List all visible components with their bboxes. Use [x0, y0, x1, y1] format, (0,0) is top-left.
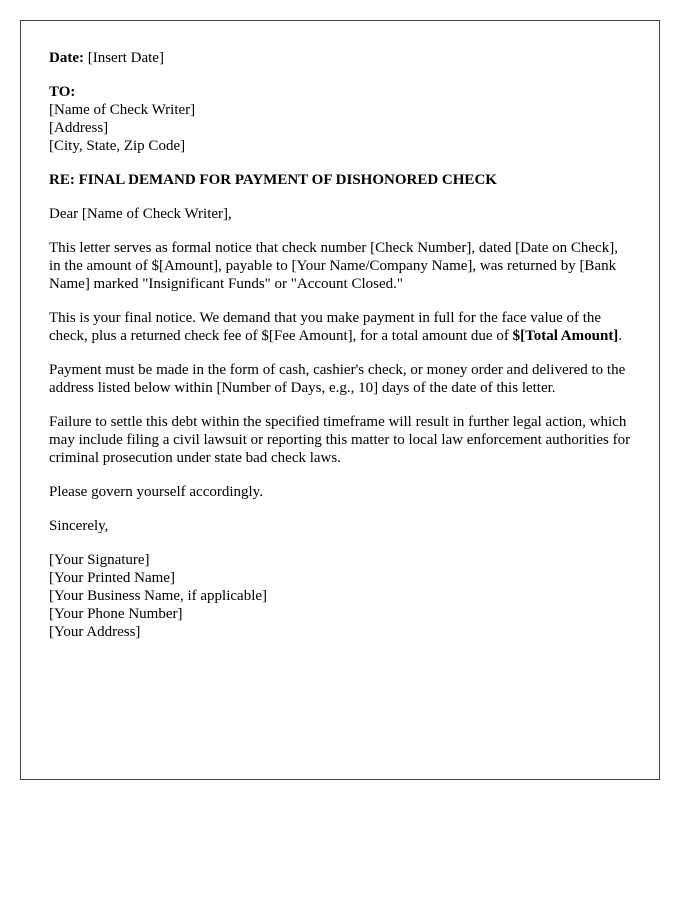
recipient-label: TO:	[49, 84, 76, 100]
date-label: Date:	[49, 50, 84, 66]
recipient-block	[49, 83, 631, 155]
total-amount-due: $[Total Amount]	[512, 328, 619, 344]
paragraph-legal-action: Failure to settle this debt within the specified timeframe will result in further legal action, which may include filing a civil lawsuit or reporting this matter to local law enforcement authorities for criminal prosecution under state bad check laws.	[49, 414, 631, 466]
demand-text: This is your final notice. We demand that you make payment in full for the face value of the check, plus a returned check fee of $[Fee Amount], for a total amount due of	[49, 310, 602, 344]
recipient-address: [Address]	[49, 120, 109, 136]
subject-line: RE: FINAL DEMAND FOR PAYMENT OF DISHONORED CHECK	[49, 172, 497, 188]
paragraph-govern: Please govern yourself accordingly.	[49, 484, 263, 500]
demand-end: .	[618, 328, 623, 344]
salutation: Dear [Name of Check Writer],	[49, 206, 232, 222]
signature-block	[49, 551, 631, 641]
signature-line: [Your Signature]	[49, 552, 150, 568]
paragraph-notice: This letter serves as formal notice that check number [Check Number], dated [Date on Check], in the amount of $[Amount], payable to [Your Name/Company Name], was returned by [Bank Name] marked "Insignificant Funds" or "Account Closed."	[49, 240, 618, 292]
closing: Sincerely,	[49, 518, 109, 534]
business-name-line: [Your Business Name, if applicable]	[49, 588, 268, 604]
date-value: [Insert Date]	[83, 50, 164, 66]
recipient-name: [Name of Check Writer]	[49, 102, 196, 118]
date-line	[49, 49, 631, 67]
phone-number-line: [Your Phone Number]	[49, 606, 183, 622]
paragraph-payment-terms: Payment must be made in the form of cash, cashier's check, or money order and delivered to the address listed below within [Number of Days, e.g., 10] days of the date of this letter.	[49, 362, 626, 396]
letter-page	[20, 20, 660, 780]
sender-address-line: [Your Address]	[49, 624, 141, 640]
printed-name-line: [Your Printed Name]	[49, 570, 175, 586]
recipient-city-state-zip: [City, State, Zip Code]	[49, 138, 186, 154]
paragraph-demand	[49, 309, 631, 345]
